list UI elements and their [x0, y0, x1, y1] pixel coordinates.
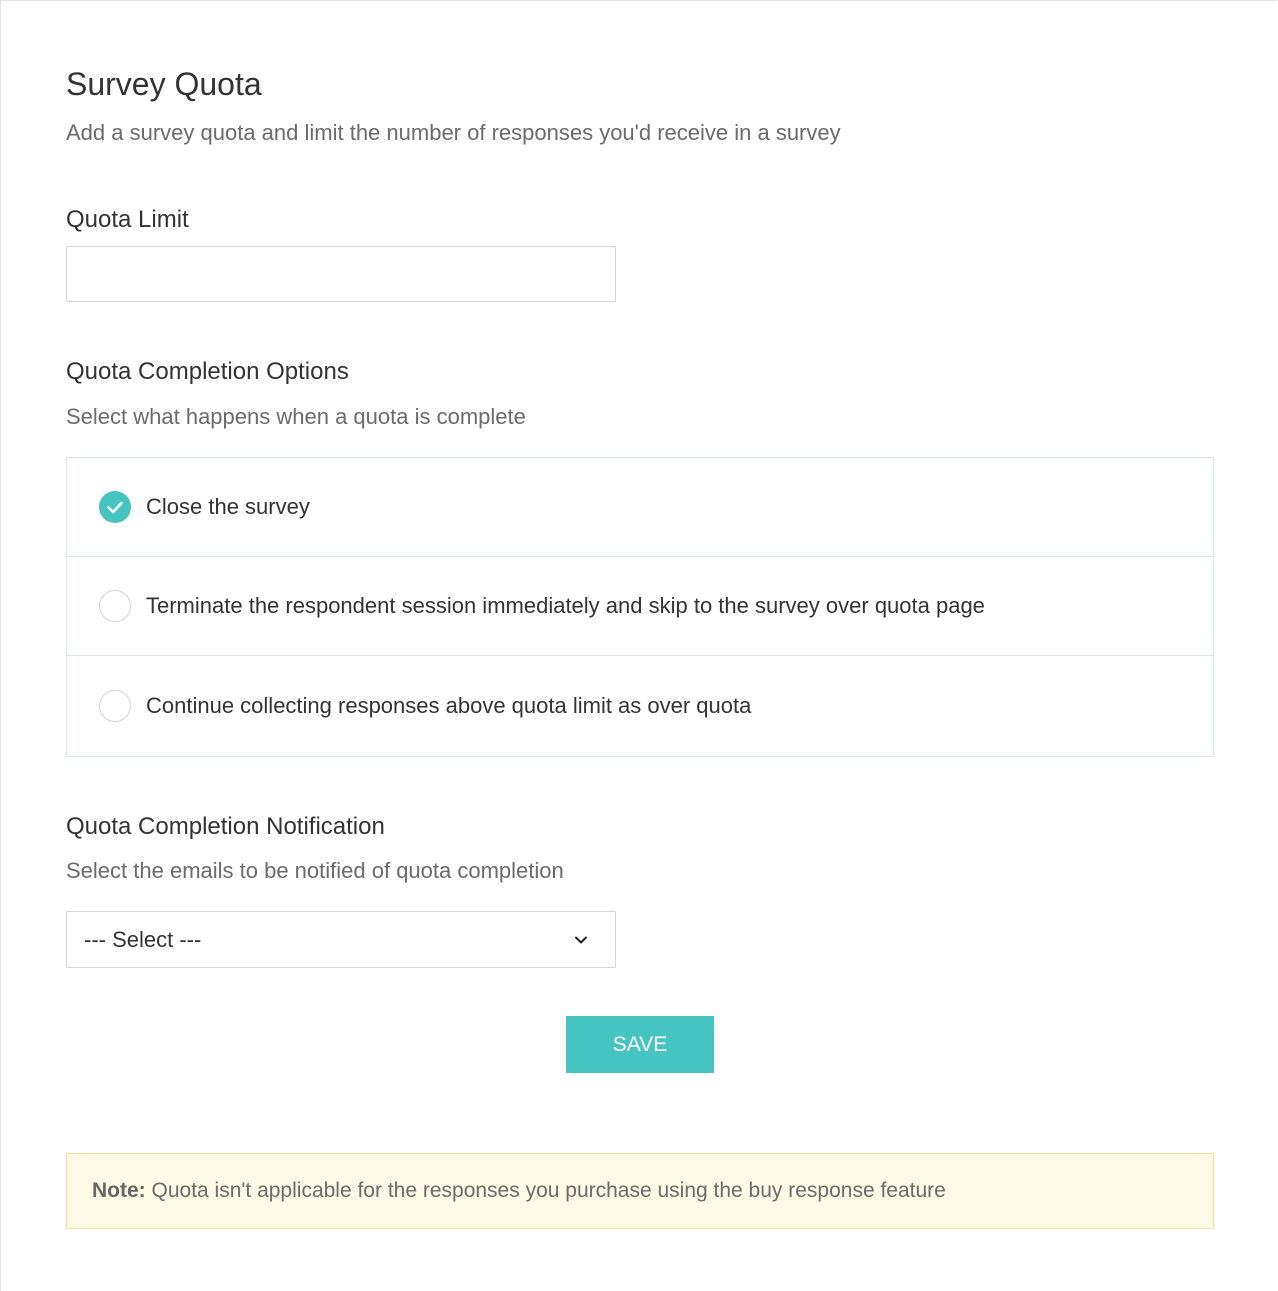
page-description: Add a survey quota and limit the number of responses you'd receive in a survey: [66, 120, 841, 145]
page-title: Survey Quota: [66, 66, 262, 102]
notification-title: Quota Completion Notification: [66, 813, 385, 840]
option-continue-collecting[interactable]: [67, 656, 1213, 755]
completion-options-title: Quota Completion Options: [66, 358, 349, 385]
radio-unchecked-icon[interactable]: [99, 590, 131, 622]
quota-limit-label: Quota Limit: [66, 206, 189, 233]
option-terminate-session[interactable]: [67, 557, 1213, 656]
quota-limit-input[interactable]: [66, 246, 616, 302]
option-close-survey[interactable]: [67, 458, 1213, 557]
checkmark-icon: [99, 491, 131, 523]
completion-options-radio-group: [66, 457, 1214, 757]
note-text: [92, 1177, 946, 1205]
completion-options-description: Select what happens when a quota is complete: [66, 404, 526, 429]
note-banner: [66, 1153, 1214, 1229]
notification-email-select[interactable]: [66, 911, 616, 968]
notification-description: Select the emails to be notified of quota completion: [66, 858, 564, 883]
radio-checked-icon[interactable]: [99, 491, 131, 523]
option-label: Continue collecting responses above quota limit as over quota: [146, 692, 752, 718]
note-message: Quota isn't applicable for the responses you purchase using the buy response feature: [145, 1179, 946, 1202]
option-label: Terminate the respondent session immediately and skip to the survey over quota page: [146, 593, 985, 618]
select-value: --- Select ---: [84, 927, 202, 952]
save-button[interactable]: SAVE: [566, 1016, 714, 1073]
chevron-down-icon: [573, 932, 589, 948]
radio-unchecked-icon[interactable]: [99, 690, 131, 722]
option-label: Close the survey: [146, 494, 310, 519]
note-prefix: Note:: [92, 1179, 146, 1202]
